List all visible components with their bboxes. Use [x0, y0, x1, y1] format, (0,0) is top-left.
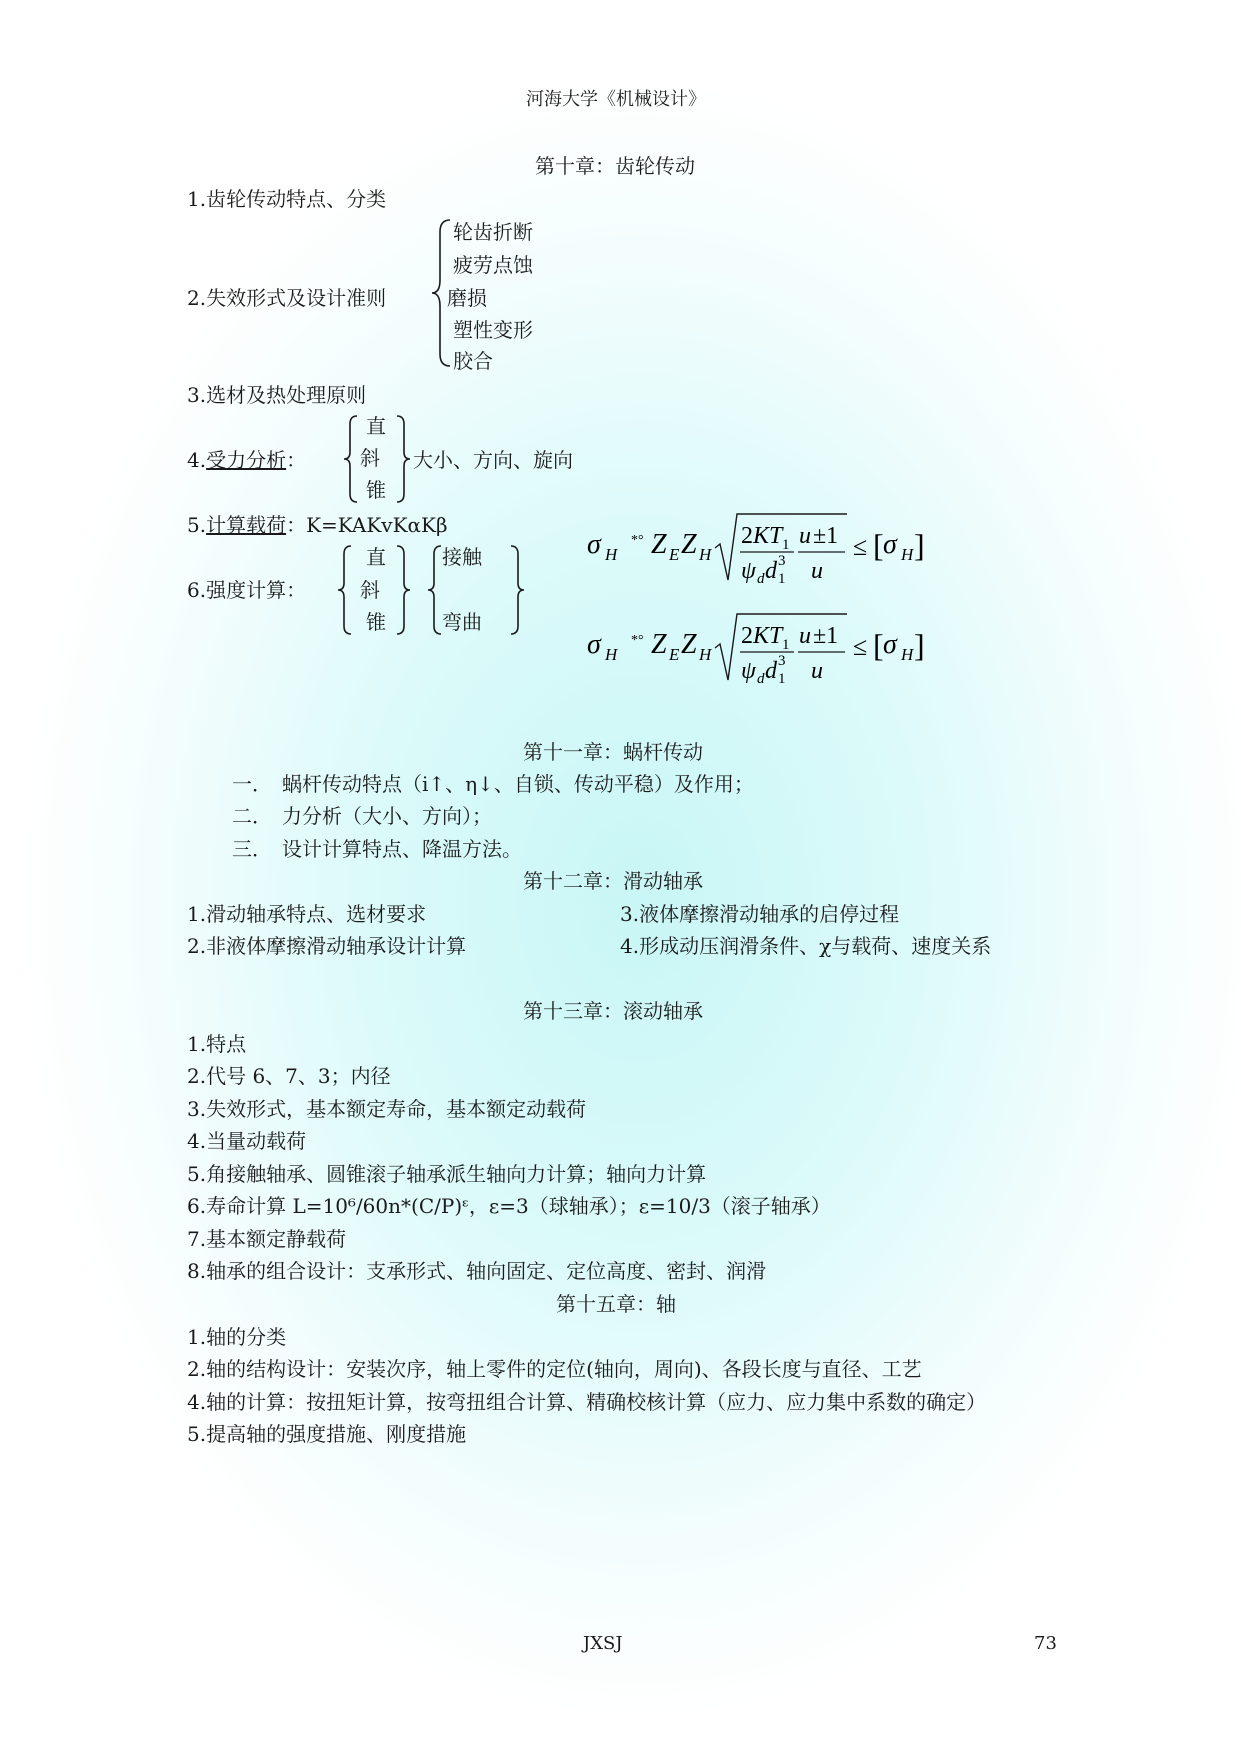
svg-text:3: 3 [778, 553, 786, 569]
ch10-item-4-result: 大小、方向、旋向 [413, 448, 573, 472]
footer-code: JXSJ [583, 1633, 623, 1654]
ch13-item-2: 2.代号 6、7、3；内径 [187, 1064, 391, 1088]
gear-types-right-brace [394, 414, 412, 504]
svg-text:1: 1 [782, 637, 790, 653]
gear-type-0: 直 [366, 414, 386, 438]
svg-text:σ: σ [883, 629, 897, 660]
item-5-number: 5. [187, 513, 207, 537]
ch10-item-4 [187, 448, 306, 472]
svg-text:u: u [811, 658, 823, 684]
footer-page-number: 73 [1034, 1633, 1057, 1654]
stress-gear-type-0: 直 [366, 545, 386, 569]
ch12-item-4: 4.形成动压润滑条件、χ与载荷、速度关系 [620, 934, 992, 958]
chapter-13-title: 第十三章：滚动轴承 [523, 999, 703, 1023]
stress-type-contact: 接触 [442, 545, 482, 569]
svg-text:H: H [699, 545, 712, 564]
svg-text:d: d [765, 558, 777, 584]
svg-text:E: E [669, 545, 680, 564]
gear-type-2: 锥 [366, 478, 386, 502]
svg-text:H: H [605, 645, 618, 664]
stress-gear-type-1: 斜 [360, 578, 380, 602]
stress-gear-left-brace [336, 544, 354, 636]
svg-text:[: [ [873, 627, 884, 663]
stress-gear-type-2: 锥 [366, 610, 386, 634]
svg-text:*°: *° [631, 533, 644, 548]
failure-mode-2: 磨损 [447, 286, 487, 310]
ch13-item-6: 6.寿命计算 L=10⁶/60n*(C/P)ᵋ，ε=3（球轴承）；ε=10/3（滚子轴承） [187, 1194, 831, 1218]
ch11-item-3-num: 三． [232, 837, 272, 861]
svg-text:u: u [799, 623, 811, 649]
svg-text:1: 1 [778, 571, 786, 587]
chapter-12-title: 第十二章：滑动轴承 [523, 869, 703, 893]
svg-text:H: H [605, 545, 618, 564]
svg-text:KT: KT [753, 523, 783, 549]
ch15-item-2: 2.轴的结构设计：安装次序，轴上零件的定位(轴向，周向)、各段长度与直径、工艺 [187, 1357, 922, 1381]
chapter-10-title: 第十章：齿轮传动 [535, 154, 695, 178]
ch11-item-1-text: 蜗杆传动特点（i↑、η↓、自锁、传动平稳）及作用； [282, 772, 754, 796]
svg-text:H: H [699, 645, 712, 664]
svg-text:1: 1 [782, 537, 790, 553]
ch13-item-8: 8.轴承的组合设计：支承形式、轴向固定、定位高度、密封、润滑 [187, 1259, 767, 1283]
contact-stress-formula-1 [585, 510, 925, 590]
failure-mode-1: 疲劳点蚀 [453, 253, 533, 277]
ch12-item-2: 2.非液体摩擦滑动轴承设计计算 [187, 934, 467, 958]
gear-type-1: 斜 [360, 446, 380, 470]
chapter-15-title: 第十五章：轴 [556, 1292, 676, 1316]
svg-text:2: 2 [741, 523, 753, 549]
svg-text:E: E [669, 645, 680, 664]
ch10-item-5 [187, 513, 448, 537]
svg-text:u: u [811, 558, 823, 584]
svg-text:H: H [901, 545, 914, 564]
svg-text:≤: ≤ [853, 632, 868, 661]
ch10-item-3: 3.选材及热处理原则 [187, 383, 367, 407]
svg-text:[: [ [873, 527, 884, 563]
svg-text:±1: ±1 [813, 623, 839, 649]
stress-type-bending: 弯曲 [442, 610, 482, 634]
svg-text:*°: *° [631, 633, 644, 648]
failure-mode-4: 胶合 [453, 349, 493, 373]
item-5-label: 计算载荷 [206, 513, 287, 537]
ch11-item-2-num: 二． [232, 804, 272, 828]
ch10-item-1: 1.齿轮传动特点、分类 [187, 187, 387, 211]
svg-text:σ: σ [883, 529, 897, 560]
svg-text:ψ: ψ [741, 558, 756, 584]
contact-stress-formula-2 [585, 610, 925, 690]
svg-text:3: 3 [778, 653, 786, 669]
svg-text:σ: σ [587, 629, 601, 660]
svg-text:≤: ≤ [853, 532, 868, 561]
item-5-formula: ：K=KAKvKαKβ [286, 513, 448, 537]
svg-text:KT: KT [753, 623, 783, 649]
gear-types-left-brace [342, 414, 360, 504]
svg-text:H: H [901, 645, 914, 664]
ch12-item-3: 3.液体摩擦滑动轴承的启停过程 [620, 902, 900, 926]
ch13-item-7: 7.基本额定静载荷 [187, 1227, 347, 1251]
svg-text:d: d [765, 658, 777, 684]
item-4-label: 受力分析 [206, 448, 287, 472]
ch10-item-2: 2.失效形式及设计准则 [187, 286, 387, 310]
svg-text:2: 2 [741, 623, 753, 649]
svg-text:σ: σ [587, 529, 601, 560]
ch13-item-1: 1.特点 [187, 1032, 247, 1056]
ch15-item-5: 5.提高轴的强度措施、刚度措施 [187, 1422, 467, 1446]
ch15-item-1: 1.轴的分类 [187, 1325, 287, 1349]
svg-text:Z: Z [681, 529, 697, 560]
chapter-11-title: 第十一章：蜗杆传动 [523, 740, 703, 764]
svg-text:1: 1 [778, 671, 786, 687]
ch15-item-4: 4.轴的计算：按扭矩计算，按弯扭组合计算、精确校核计算（应力、应力集中系数的确定） [187, 1390, 987, 1414]
ch11-item-1-num: 一． [232, 772, 272, 796]
ch10-item-6: 6.强度计算： [187, 578, 307, 602]
svg-text:ψ: ψ [741, 658, 756, 684]
stress-gear-right-brace [394, 544, 412, 636]
item-4-colon: ： [286, 448, 307, 472]
item-4-number: 4. [187, 448, 207, 472]
page-header-title: 河海大学《机械设计》 [526, 89, 706, 110]
ch13-item-4: 4.当量动载荷 [187, 1129, 307, 1153]
svg-text:Z: Z [681, 629, 697, 660]
svg-text:d: d [757, 671, 765, 687]
svg-text:]: ] [914, 527, 925, 563]
svg-text:d: d [757, 571, 765, 587]
ch11-item-2-text: 力分析（大小、方向）； [282, 804, 492, 828]
ch11-item-3-text: 设计计算特点、降温方法。 [282, 837, 522, 861]
svg-text:±1: ±1 [813, 523, 839, 549]
svg-text:u: u [799, 523, 811, 549]
svg-text:Z: Z [651, 529, 667, 560]
svg-text:]: ] [914, 627, 925, 663]
failure-mode-3: 塑性变形 [453, 318, 533, 342]
ch13-item-3: 3.失效形式，基本额定寿命，基本额定动载荷 [187, 1097, 587, 1121]
svg-text:Z: Z [651, 629, 667, 660]
stress-type-right-brace [508, 544, 526, 636]
ch13-item-5: 5.角接触轴承、圆锥滚子轴承派生轴向力计算；轴向力计算 [187, 1162, 707, 1186]
ch12-item-1: 1.滑动轴承特点、选材要求 [187, 902, 427, 926]
failure-mode-0: 轮齿折断 [453, 220, 533, 244]
